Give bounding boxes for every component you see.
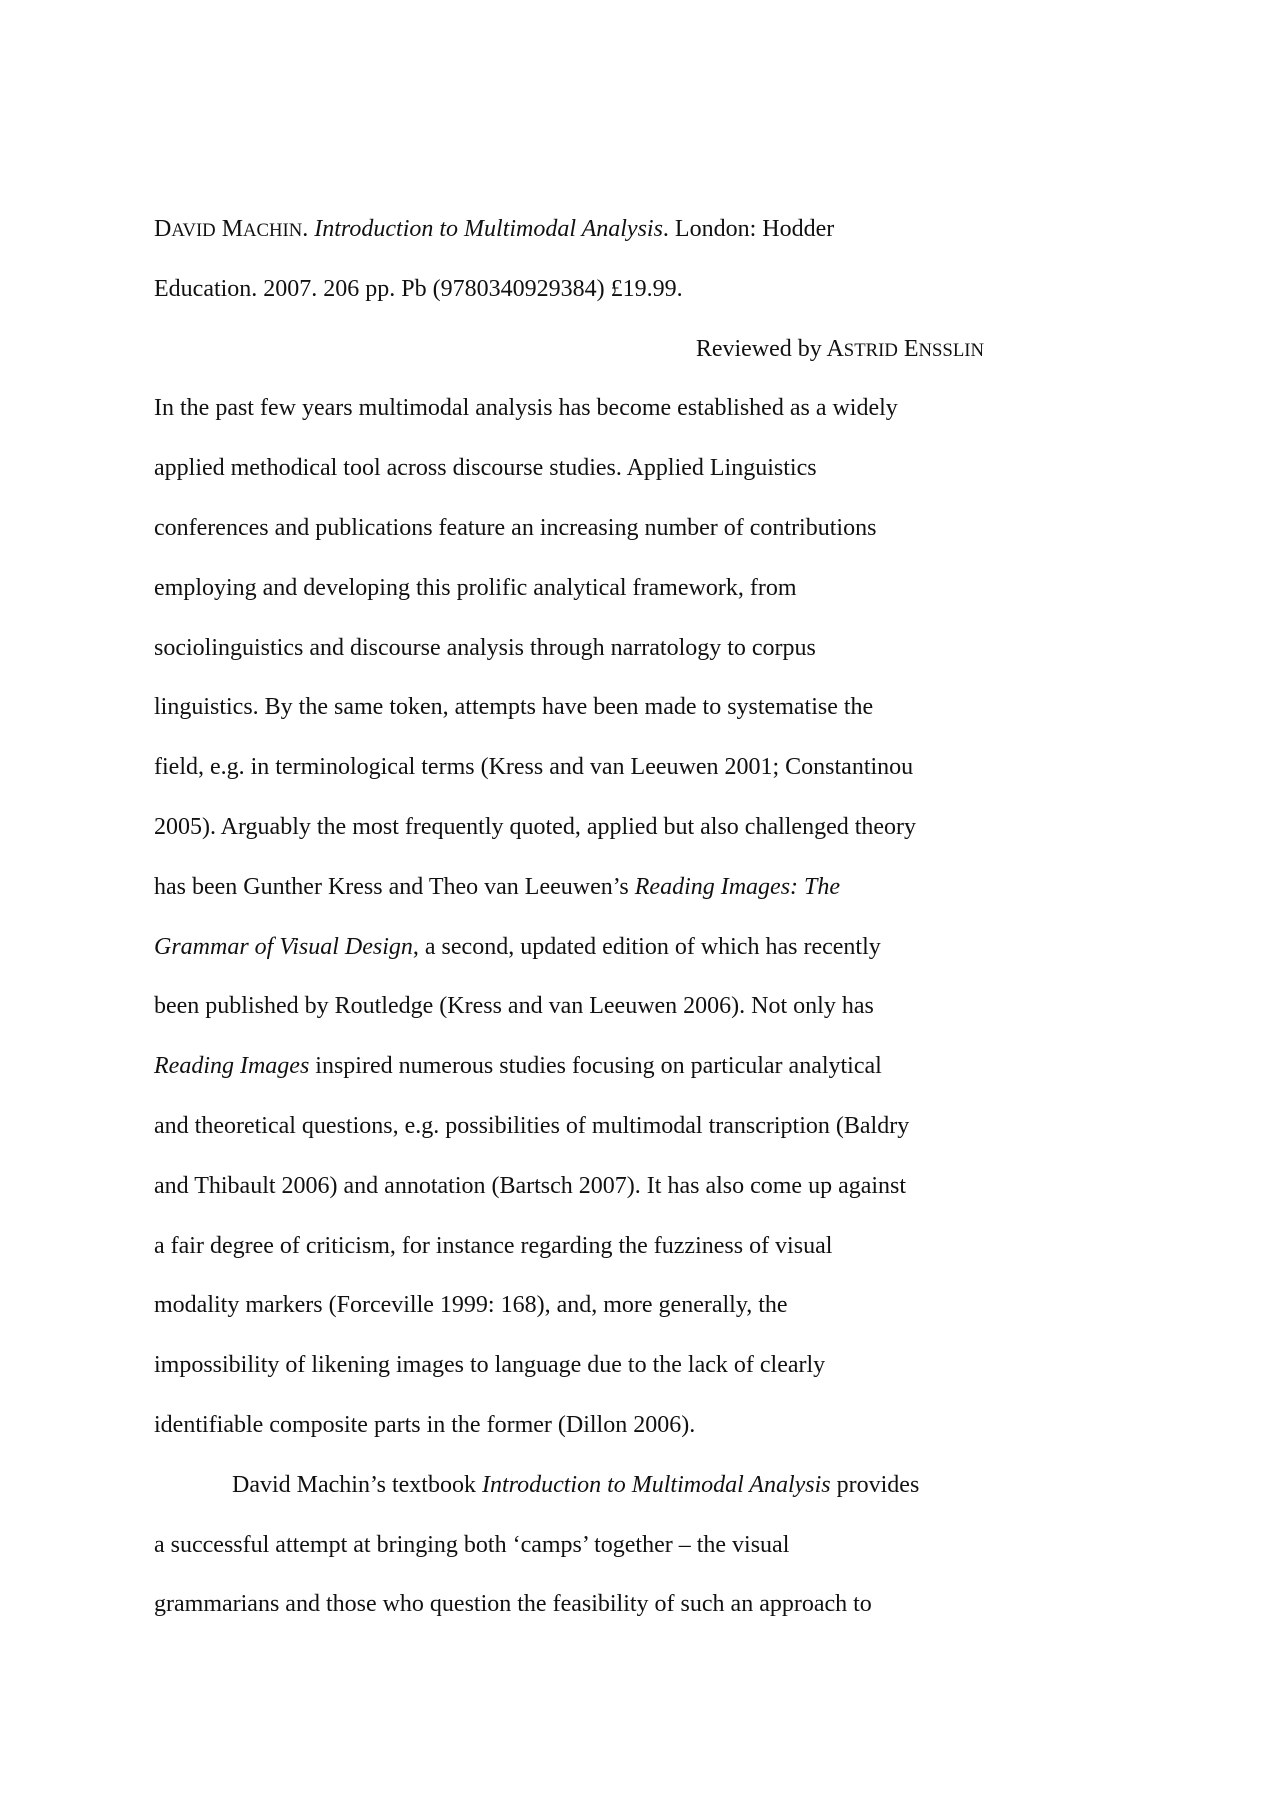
paragraph-line: Reading Images inspired numerous studies focusing on particular analytical	[154, 1053, 882, 1080]
reviewer-first-name: ASTRID	[826, 335, 898, 362]
author-last-name: MACHIN	[221, 216, 303, 242]
cited-title: Reading Images	[154, 1053, 310, 1080]
paragraph-line: modality markers (Forceville 1999: 168), and, more generally, the	[154, 1292, 788, 1319]
reviewer-prefix: Reviewed by	[695, 335, 827, 362]
paragraph-line: impossibility of likening images to language due to the lack of clearly	[154, 1352, 826, 1379]
paragraph-line: and Thibault 2006) and annotation (Bartsch 2007). It has also come up against	[154, 1172, 907, 1199]
paragraph-line: applied methodical tool across discourse studies. Applied Linguistics	[154, 455, 817, 482]
reviewer-last-name: ENSSLIN	[903, 335, 984, 362]
paragraph-line: has been Gunther Kress and Theo van Leeuwen’s Reading Images: The	[154, 873, 841, 900]
paragraph-2	[154, 1467, 984, 1646]
citation-line-2: Education. 2007. 206 pp. Pb (9780340929384) £19.99.	[154, 275, 683, 302]
paragraph-line: been published by Routledge (Kress and van Leeuwen 2006). Not only has	[154, 993, 874, 1020]
citation-line-1	[154, 211, 984, 271]
paragraph-1	[154, 390, 984, 1466]
reviewer-line	[154, 331, 984, 391]
paragraph-line: employing and developing this prolific analytical framework, from	[154, 574, 797, 601]
paragraph-line: identifiable composite parts in the former (Dillon 2006).	[154, 1411, 696, 1438]
paragraph-line: a fair degree of criticism, for instance regarding the fuzziness of visual	[154, 1232, 833, 1259]
paragraph-line: 2005). Arguably the most frequently quoted, applied but also challenged theory	[154, 813, 917, 840]
paragraph-line: Grammar of Visual Design, a second, updated edition of which has recently	[154, 933, 881, 960]
paragraph-line: and theoretical questions, e.g. possibilities of multimodal transcription (Baldry	[154, 1112, 910, 1139]
cited-title: Reading Images: The	[634, 873, 841, 900]
cited-title: Introduction to Multimodal Analysis	[481, 1471, 831, 1498]
paragraph-line: sociolinguistics and discourse analysis through narratology to corpus	[154, 634, 816, 661]
citation-publisher: . London: Hodder	[662, 216, 835, 242]
paragraph-line: David Machin’s textbook Introduction to Multimodal Analysis provides	[232, 1471, 920, 1498]
paragraph-line: field, e.g. in terminological terms (Kress and van Leeuwen 2001; Constantinou	[154, 754, 914, 781]
text-column	[154, 211, 984, 1646]
paragraph-line: conferences and publications feature an increasing number of contributions	[154, 514, 877, 541]
paragraph-line: a successful attempt at bringing both ‘camps’ together – the visual	[154, 1531, 790, 1558]
citation-separator: .	[302, 216, 315, 242]
author-first-name: DAVID	[154, 216, 216, 242]
book-title: Introduction to Multimodal Analysis	[314, 216, 663, 242]
paragraph-line: In the past few years multimodal analysis has become established as a widely	[154, 395, 898, 422]
cited-title: Grammar of Visual Design	[154, 933, 413, 960]
paragraph-line: grammarians and those who question the feasibility of such an approach to	[154, 1591, 872, 1618]
paragraph-line: linguistics. By the same token, attempts have been made to systematise the	[154, 694, 874, 721]
